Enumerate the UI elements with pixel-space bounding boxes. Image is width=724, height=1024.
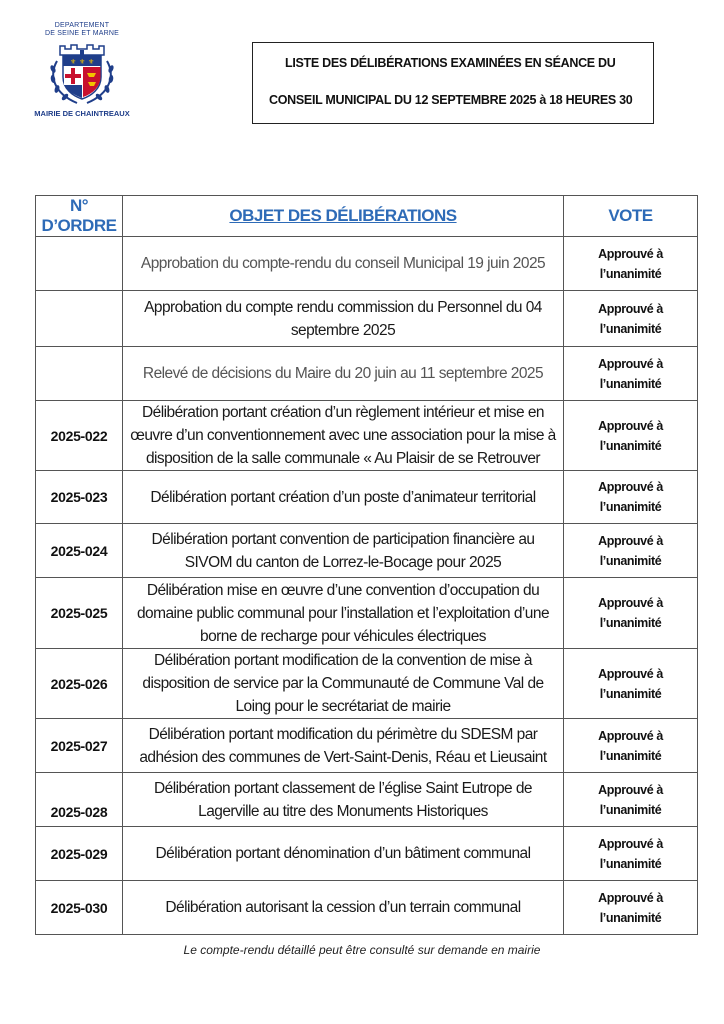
vote-line-1: Approuvé à (598, 666, 663, 681)
table-row (36, 524, 698, 578)
vote-line-2: l’unanimité (599, 553, 662, 568)
vote-line-2: l’unanimité (599, 321, 662, 336)
row-vote (564, 578, 698, 649)
logo-block (22, 22, 142, 118)
vote-line-2: l’unanimité (599, 376, 662, 391)
vote-line-2: l’unanimité (599, 686, 662, 701)
row-vote (564, 347, 698, 401)
vote-line-2: l’unanimité (599, 500, 662, 514)
table-row (36, 827, 698, 881)
row-objet: Relevé de décisions du Maire du 20 juin au 11 septembre 2025 (123, 347, 564, 401)
vote-line-1: Approuvé à (598, 836, 663, 851)
vote-line-1: Approuvé à (598, 301, 663, 316)
row-objet: Délibération portant convention de participation financière au SIVOM du canton de Lorrez-le-Bocage pour 2025 (123, 524, 564, 578)
row-num: 2025-028 (36, 773, 123, 827)
svg-text:⚜: ⚜ (70, 58, 77, 66)
mairie-label: MAIRIE DE CHAINTREAUX (34, 109, 130, 118)
row-num (36, 291, 123, 347)
row-objet: Délibération portant dénomination d’un bâtiment communal (123, 827, 564, 881)
vote-line-2: l’unanimité (599, 748, 662, 763)
row-vote (564, 524, 698, 578)
vote-line-1: Approuvé à (598, 782, 663, 797)
vote-line-1: Approuvé à (598, 728, 663, 743)
department-label-line1: DEPARTEMENT (54, 22, 110, 29)
header-objet: OBJET DES DÉLIBÉRATIONS (123, 196, 564, 237)
table-row (36, 471, 698, 524)
table-row (36, 881, 698, 935)
vote-line-1: Approuvé à (598, 890, 663, 905)
table-header-row (36, 196, 698, 237)
row-num: 2025-024 (36, 524, 123, 578)
svg-text:⚜: ⚜ (88, 58, 95, 66)
row-num: 2025-023 (36, 471, 123, 524)
row-num: 2025-025 (36, 578, 123, 649)
table-row (36, 773, 698, 827)
vote-line-2: l’unanimité (599, 856, 662, 871)
row-objet: Délibération autorisant la cession d’un terrain communal (123, 881, 564, 935)
vote-line-1: Approuvé à (598, 418, 663, 433)
table-row (36, 401, 698, 471)
row-vote (564, 471, 698, 524)
row-vote (564, 827, 698, 881)
department-label-line2: DE SEINE ET MARNE (44, 30, 120, 37)
row-objet: Délibération portant modification du périmètre du SDESM par adhésion des communes de Vert-Saint-Denis, Réau et Lieusaint (123, 719, 564, 773)
vote-line-2: l’unanimité (599, 616, 662, 630)
vote-line-2: l’unanimité (599, 438, 662, 453)
row-objet: Délibération mise en œuvre d’une convention d’occupation du domaine public communal pour l’installation et l’exploitation d’une borne de recharge pour véhicules électriques (123, 578, 564, 649)
vote-line-2: l’unanimité (599, 802, 662, 817)
coat-of-arms-icon (47, 41, 117, 107)
row-vote (564, 237, 698, 291)
vote-line-1: Approuvé à (598, 246, 663, 261)
vote-line-2: l’unanimité (599, 266, 662, 281)
footer-note: Le compte-rendu détaillé peut être consulté sur demande en mairie (183, 943, 541, 957)
title-line-1: LISTE DES DÉLIBÉRATIONS EXAMINÉES EN SÉANCE DU (285, 56, 616, 70)
table-row (36, 649, 698, 719)
row-num (36, 347, 123, 401)
row-num (36, 237, 123, 291)
title-box (252, 42, 654, 124)
row-vote (564, 291, 698, 347)
table-row (36, 578, 698, 649)
row-objet: Délibération portant classement de l’église Saint Eutrope de Lagerville au titre des Monuments Historiques (123, 773, 564, 827)
row-num: 2025-026 (36, 649, 123, 719)
row-vote (564, 881, 698, 935)
row-objet: Approbation du compte rendu commission du Personnel du 04 septembre 2025 (123, 291, 564, 347)
header-num: N° D’ORDRE (36, 196, 123, 237)
deliberations-table (35, 195, 698, 935)
vote-line-1: Approuvé à (598, 356, 663, 371)
table-row (36, 237, 698, 291)
table-row (36, 347, 698, 401)
row-vote (564, 649, 698, 719)
row-objet: Approbation du compte-rendu du conseil Municipal 19 juin 2025 (123, 237, 564, 291)
row-objet: Délibération portant création d’un règlement intérieur et mise en œuvre d’un conventionnement avec une association pour la mise à disposition de la salle communale « Au Plaisir de se Retrouver (123, 401, 564, 471)
table-row (36, 291, 698, 347)
vote-line-2: l’unanimité (599, 910, 662, 925)
row-vote (564, 401, 698, 471)
row-num: 2025-027 (36, 719, 123, 773)
table-row (36, 719, 698, 773)
row-objet: Délibération portant création d’un poste d’animateur territorial (123, 471, 564, 524)
vote-line-1: Approuvé à (598, 480, 663, 494)
vote-line-1: Approuvé à (598, 533, 663, 548)
row-vote (564, 719, 698, 773)
svg-text:⚜: ⚜ (79, 58, 86, 66)
row-num: 2025-029 (36, 827, 123, 881)
row-num: 2025-030 (36, 881, 123, 935)
header-vote: VOTE (564, 196, 698, 237)
row-num: 2025-022 (36, 401, 123, 471)
row-objet: Délibération portant modification de la convention de mise à disposition de service par la Communauté de Commune Val de Loing pour le secrétariat de mairie (123, 649, 564, 719)
title-line-2: CONSEIL MUNICIPAL DU 12 SEPTEMBRE 2025 à 18 HEURES 30 (269, 93, 633, 107)
row-vote (564, 773, 698, 827)
vote-line-1: Approuvé à (598, 596, 663, 610)
